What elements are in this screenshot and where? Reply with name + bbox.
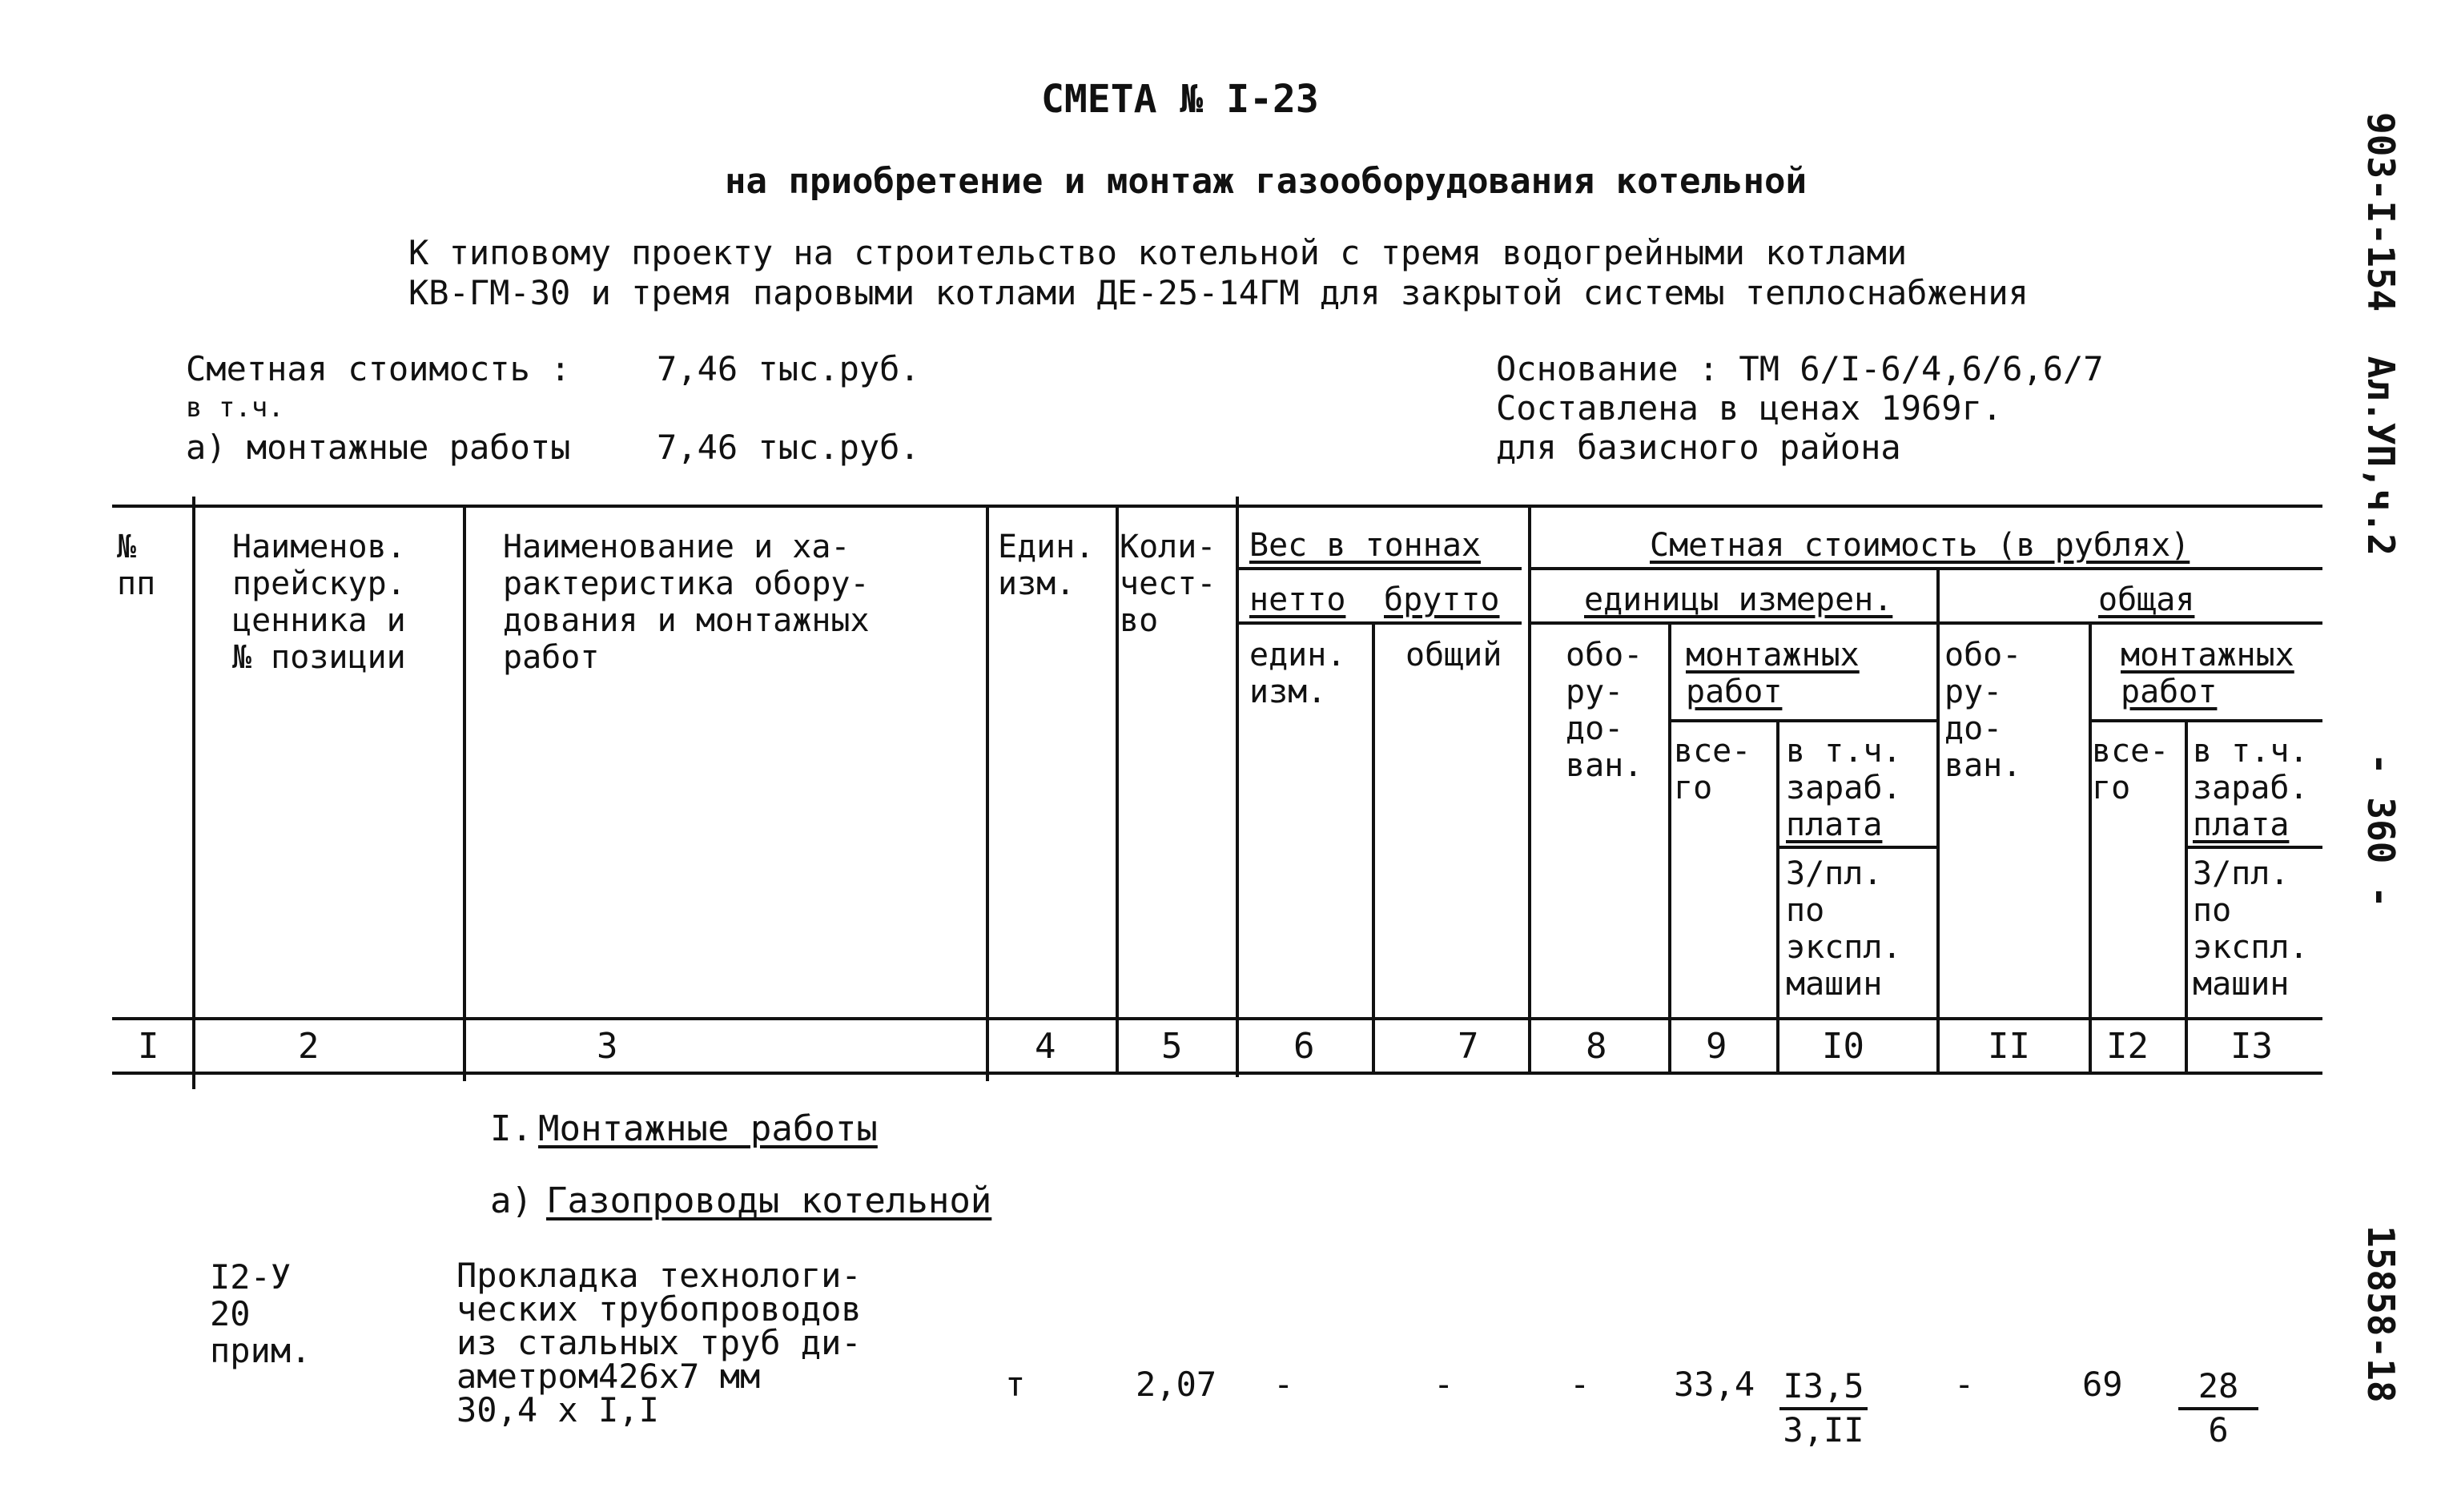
section-title: Монтажные работы	[538, 1108, 878, 1149]
cost-value: 7,46 тыс.руб.	[657, 349, 920, 388]
colnum-8: 8	[1586, 1026, 1607, 1067]
header-mount-all: все- го	[1674, 733, 1751, 806]
header-brutto: брутто	[1384, 581, 1500, 618]
subsection-prefix: а)	[490, 1180, 533, 1221]
header-unit: Един. изм.	[998, 529, 1095, 602]
colnum-12: I2	[2106, 1026, 2149, 1067]
subsection-title: Газопроводы котельной	[546, 1180, 992, 1221]
margin-code-top: 903-I-154 Ал.УП,ч.2	[2359, 112, 2403, 556]
header-per-unit: единицы измерен.	[1584, 581, 1893, 618]
header-description: Наименование и ха- рактеристика обору- дования и монтажных работ	[503, 529, 870, 676]
colnum-5: 5	[1161, 1026, 1183, 1067]
mounting-value: 7,46 тыс.руб.	[657, 428, 920, 467]
header-price-list: Наименов. прейскур. ценника и № позиции	[232, 529, 406, 676]
header-weight: Вес в тоннах	[1249, 527, 1481, 564]
header-netto: нетто	[1249, 581, 1346, 618]
header-wage-total-underline: плата	[2193, 806, 2290, 843]
colnum-1: I	[138, 1026, 159, 1067]
colnum-4: 4	[1035, 1026, 1056, 1067]
row-weight-total: -	[1434, 1365, 1454, 1404]
row-description: Прокладка технологи- ческих трубопроводов из стальных труб ди- аметром426х7 мм 30,4 х I,I	[456, 1256, 862, 1430]
header-quantity: Коли- чест- во	[1120, 529, 1216, 639]
header-wage-total: в т.ч. зараб.	[2193, 733, 2309, 806]
row-quantity: 2,07	[1136, 1365, 1217, 1404]
region-line: для базисного района	[1496, 428, 1901, 467]
row-mount-total-wage-value: 28	[2178, 1366, 2258, 1410]
margin-code-bottom: 15858-18	[2359, 1225, 2403, 1403]
row-mount-unit-wage	[1779, 1366, 1868, 1450]
header-mounting: монтажных работ	[1686, 637, 1860, 710]
colnum-9: 9	[1706, 1026, 1727, 1067]
header-machine-wage: З/пл. по экспл. машин	[1786, 855, 1902, 1003]
row-mount-total-machine-value: 6	[2208, 1410, 2229, 1450]
row-mount-total-wage	[2178, 1366, 2258, 1450]
row-mount-unit-machine-value: 3,II	[1783, 1410, 1864, 1450]
header-equipment: обо- ру- до- ван.	[1566, 637, 1643, 784]
header-wage-underline: плата	[1786, 806, 1883, 843]
header-weight-unit: един. изм.	[1249, 637, 1346, 710]
row-weight-unit: -	[1273, 1365, 1294, 1404]
header-mounting-total: монтажных работ	[2121, 637, 2294, 710]
row-mount-unit-all: 33,4	[1674, 1365, 1755, 1404]
colnum-2: 2	[298, 1026, 320, 1067]
project-line-1: К типовому проекту на строительство котельной с тремя водогрейными котлами	[408, 233, 1908, 272]
row-unit: т	[1005, 1365, 1026, 1404]
incl-label: в т.ч.	[186, 392, 284, 424]
row-mount-unit-wage-value: I3,5	[1779, 1366, 1868, 1410]
colnum-3: 3	[597, 1026, 618, 1067]
header-weight-total: общий	[1405, 637, 1502, 674]
document-subtitle: на приобретение и монтаж газооборудования котельной	[725, 161, 1808, 202]
margin-page-number: - 360 -	[2359, 753, 2403, 908]
header-estimated-cost: Сметная стоимость (в рублях)	[1650, 527, 2190, 564]
colnum-7: 7	[1458, 1026, 1479, 1067]
prices-line: Составлена в ценах 1969г.	[1496, 388, 2003, 428]
row-price-code: I2-У 20 прим.	[210, 1257, 312, 1370]
colnum-11: II	[1988, 1026, 2030, 1067]
header-mount-all-total: все- го	[2092, 733, 2169, 806]
header-machine-wage-total: З/пл. по экспл. машин	[2193, 855, 2309, 1003]
row-mount-total-all: 69	[2082, 1365, 2123, 1404]
header-row-number: № пп	[117, 529, 156, 602]
section-number: I.	[490, 1108, 533, 1149]
cost-label: Сметная стоимость :	[186, 349, 571, 388]
mounting-label: а) монтажные работы	[186, 428, 571, 467]
colnum-13: I3	[2230, 1026, 2273, 1067]
header-equipment-total: обо- ру- до- ван.	[1944, 637, 2022, 784]
project-line-2: КВ-ГМ-30 и тремя паровыми котлами ДЕ-25-14ГМ для закрытой системы теплоснабжения	[408, 273, 2029, 312]
header-wage: в т.ч. зараб.	[1786, 733, 1902, 806]
header-total: общая	[2098, 581, 2195, 618]
row-equipment-total: -	[1954, 1365, 1975, 1404]
row-equipment-unit: -	[1570, 1365, 1590, 1404]
colnum-10: I0	[1822, 1026, 1864, 1067]
document-title: СМЕТА № I-23	[1041, 77, 1319, 122]
colnum-6: 6	[1293, 1026, 1315, 1067]
basis-line: Основание : ТМ 6/I-6/4,6/6,6/7	[1496, 349, 2104, 388]
